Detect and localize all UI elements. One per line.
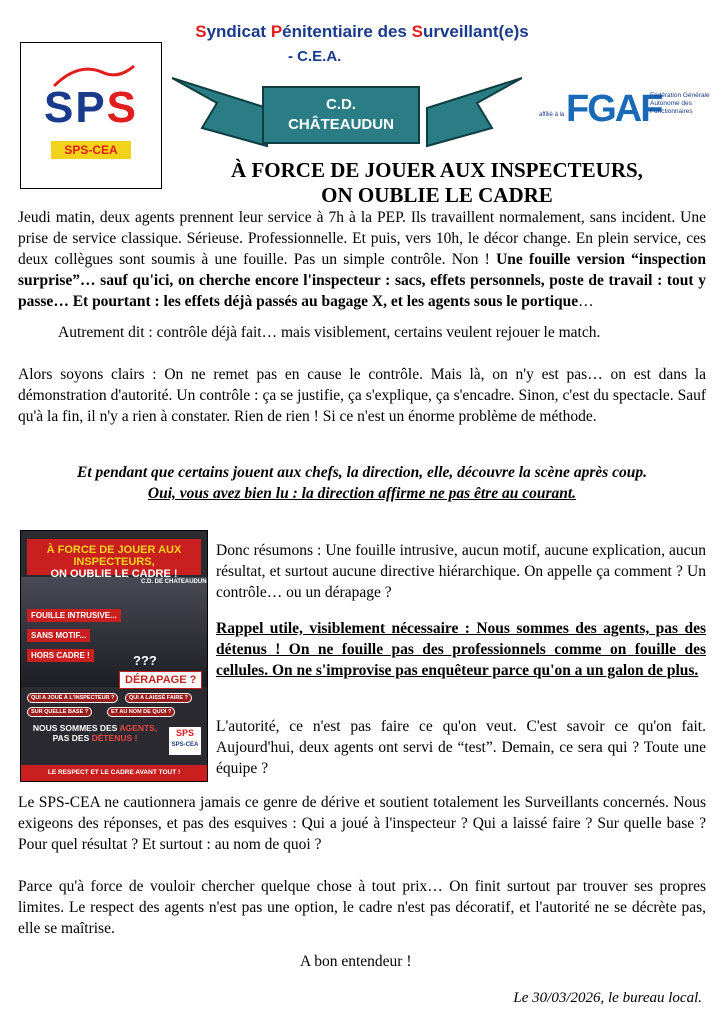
poster-tag: FOUILLE INTRUSIVE...	[27, 609, 121, 622]
poster-location: C.D. DE CHATEAUDUN	[141, 579, 207, 585]
poster-pill: QUI A LAISSÉ FAIRE ?	[125, 693, 192, 703]
org-title-initial-p: P	[270, 22, 283, 41]
org-title-initial-s2: S	[411, 22, 423, 41]
poster-title-line-2: ON OUBLIE LE CADRE !	[50, 568, 178, 580]
paragraph-4: Le SPS-CEA ne cautionnera jamais ce genre de dérive et soutient totalement les Surveillants concernés. Nous exigeons des réponses, et pas des esquives : Qui a joué à l'inspecteur ? Qui a laissé faire ? Sur quelle base ? Pour quel résultat ? Et surtout : au nom de quoi ?	[18, 794, 706, 853]
sps-cea-logo	[20, 42, 162, 189]
headline	[150, 158, 724, 208]
poster-logo: SPS SPS-CEA	[169, 727, 201, 755]
right-paragraph-3: L'autorité, ce n'est pas faire ce qu'on veut. C'est savoir ce qu'on fait. Aujourd'hui, deux agents ont servi de “test”. Demain, ce sera qui ? Toute une équipe ?	[216, 718, 706, 777]
org-title-initial-s: S	[195, 22, 207, 41]
poster-pill: SUR QUELLE BASE ?	[27, 707, 92, 717]
logo-letter: S	[43, 83, 76, 132]
paragraph-1-bold: Une fouille version “inspection surprise”… sauf qu'ici, on cherche encore l'inspecteur : sacs, effets personnels, poste de travail : tout y passe… Et pourtant : les effets déjà passés au bagage X, et les agents sous le portique	[18, 251, 706, 310]
paragraph-1-text: Jeudi matin, deux agents prennent leur service à 7h à la PEP. Ils travaillent normalement, sans incident. Une prise de service classique. Sérieuse. Professionnelle. Et puis, vers 10h, le décor change. En plein service, ces deux collègues sont soumis à une fouille. Pas un simple contrôle. Non !	[18, 209, 706, 268]
poster-slogan-part: AGENTS,	[119, 723, 158, 733]
paragraph-2: Autrement dit : contrôle déjà fait… mais visiblement, certains veulent rejouer le match.	[58, 324, 601, 341]
logo-letters	[21, 83, 161, 133]
poster-slogan-part: PAS DES	[52, 733, 92, 743]
logo-letter: S	[106, 83, 139, 132]
poster-slogan-part: DÉTENUS !	[91, 733, 138, 743]
poster-pill: QUI A JOUÉ À L'INSPECTEUR ?	[27, 693, 118, 703]
fgaf-logo: FGAF	[566, 88, 662, 130]
signoff: A bon entendeur !	[300, 953, 412, 970]
headline-line-1: À FORCE DE JOUER AUX INSPECTEURS,	[231, 158, 643, 182]
org-title-part: yndicat	[206, 22, 271, 41]
poster-pill: ET AU NOM DE QUOI ?	[107, 707, 175, 717]
org-subtitle: - C.E.A.	[288, 48, 342, 65]
fgaf-name: Fédération Générale Autonome des Fonctionnaires	[650, 92, 710, 115]
poster-image	[20, 530, 208, 782]
poster-logo-text: SPS-CEA	[171, 742, 199, 748]
paragraph-1-tail: …	[578, 293, 594, 310]
establishment-banner	[262, 86, 420, 144]
signature: Le 30/03/2026, le bureau local.	[513, 990, 702, 1006]
poster-derapage: DÉRAPAGE ?	[119, 671, 202, 689]
poster-tag: HORS CADRE !	[27, 649, 94, 662]
poster-footer: LE RESPECT ET LE CADRE AVANT TOUT !	[21, 765, 207, 781]
poster-title	[27, 539, 201, 580]
org-title-part: urveillant(e)s	[422, 22, 529, 41]
poster-slogan-part: NOUS SOMMES DES	[32, 723, 120, 733]
paragraph-1	[18, 207, 706, 312]
paragraph-3: Alors soyons clairs : On ne remet pas en cause le contrôle. Mais là, on n'y est pas… on est dans la démonstration d'autorité. Un contrôle : ça se justifie, ça s'explique, ça s'encadre. Sinon, c'est du spectacle. Sauf qu'à la fin, il n'y a rien à constater. Rien de rien ! Si ce n'est un énorme problème de méthode.	[18, 366, 706, 425]
emphasis-line-2	[18, 483, 706, 504]
logo-letter: P	[75, 83, 107, 132]
right-paragraph-2: Rappel utile, visiblement nécessaire : Nous sommes des agents, pas des détenus ! On ne fouille pas des professionnels comme on fouille des cellules. On ne s'improvise pas enquêteur parce qu'on a un galon de plus.	[216, 620, 706, 679]
banner-line-2: CHÂTEAUDUN	[288, 116, 394, 133]
logo-badge: SPS-CEA	[51, 141, 131, 159]
poster-slogan	[29, 723, 161, 743]
paragraph-5: Parce qu'à force de vouloir chercher quelque chose à tout prix… On finit surtout par trouver ses propres limites. Le respect des agents n'est pas une option, le cadre n'est pas décoratif, et l'autorité ne se décrète pas, elle se maîtrise.	[18, 878, 706, 937]
right-paragraph-1: Donc résumons : Une fouille intrusive, aucun motif, aucune explication, aucun résultat, et surtout aucune directive hiérarchique. On appelle ça comment ? Un contrôle… ou un dérapage ?	[216, 542, 706, 601]
org-title	[0, 22, 724, 42]
headline-line-2: ON OUBLIE LE CADRE	[321, 183, 553, 207]
poster-title-line-1: À FORCE DE JOUER AUX INSPECTEURS,	[46, 544, 182, 568]
affiliation-prefix: affilié à la	[539, 112, 565, 118]
org-title-part: énitentiaire des	[282, 22, 412, 41]
emphasis-line-2-text: Oui, vous avez bien lu : la direction affirme ne pas être au courant.	[147, 485, 577, 502]
banner-line-1: C.D.	[326, 96, 356, 113]
poster-question-marks: ???	[133, 653, 157, 668]
emphasis-line-1: Et pendant que certains jouent aux chefs, la direction, elle, découvre la scène après coup.	[76, 464, 648, 481]
poster-tag: SANS MOTIF...	[27, 629, 90, 642]
